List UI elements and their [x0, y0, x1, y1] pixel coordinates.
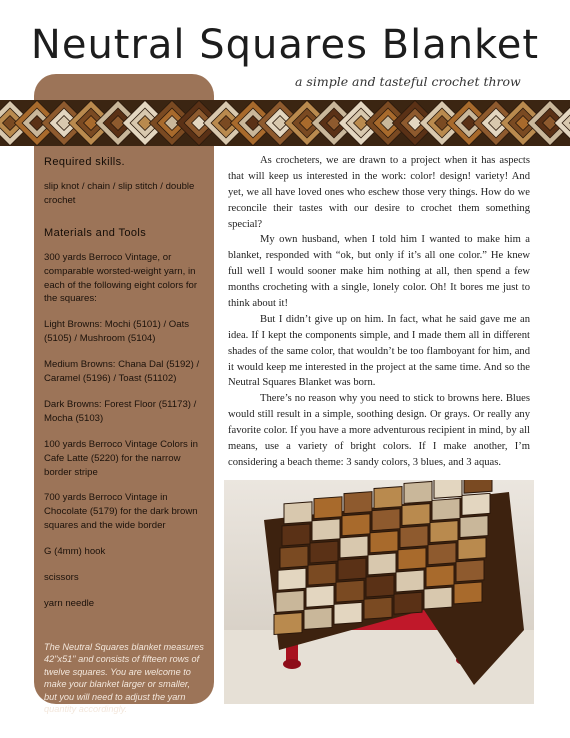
blanket-square	[276, 590, 304, 612]
materials-item: Medium Browns: Chana Dal (5192) / Caramel (5196) / Toast (51102)	[44, 359, 200, 385]
article-paragraph: My own husband, when I told him I wanted to make him a blanket, responded with “ok, but only if it’s all one color.” He knew full well I would sooner make him nothing at all, then spend a few months crocheting with a single, lonely color. Oh! It bores me just to think about it!	[228, 234, 530, 310]
blanket-square	[460, 516, 488, 538]
blanket-square	[340, 536, 368, 558]
materials-item: G (4mm) hook	[44, 546, 106, 558]
blanket-square	[454, 582, 482, 604]
blanket-square	[402, 504, 430, 526]
blanket-square	[400, 526, 428, 548]
materials-item: 100 yards Berroco Vintage Colors in Cafe Latte (5220) for the narrow border stripe	[44, 438, 198, 478]
blanket-square	[464, 480, 492, 493]
blanket-square	[282, 524, 310, 546]
blanket-square	[344, 492, 372, 514]
materials-heading: Materials and Tools	[44, 226, 147, 239]
blanket-square	[404, 481, 432, 503]
blanket-square	[308, 563, 336, 585]
blanket-square	[306, 585, 334, 607]
blanket-square	[334, 602, 362, 624]
blanket-square	[428, 543, 456, 565]
blanket-square	[278, 568, 306, 590]
blanket-square	[336, 580, 364, 602]
materials-item: 300 yards Berroco Vintage, or comparable worsted-weight yarn, in each of the following eight colors for the squares:	[44, 251, 198, 305]
blanket-square	[274, 613, 302, 635]
blanket-square	[304, 607, 332, 629]
blanket-square	[280, 546, 308, 568]
blanket-square	[426, 565, 454, 587]
blanket-square	[456, 560, 484, 582]
blanket-square	[364, 597, 392, 619]
blanket-square	[370, 531, 398, 553]
blanket-square	[366, 575, 394, 597]
blanket-square	[372, 509, 400, 531]
blanket-size-note: The Neutral Squares blanket measures 42"x51" and consists of fifteen rows of twelve squares. You are welcome to make your blanket larger or smaller, but you will need to adjust the yarn quantity accordingly.	[44, 641, 204, 715]
blanket-square	[310, 541, 338, 563]
blanket-square	[342, 514, 370, 536]
blanket-square	[458, 538, 486, 560]
blanket-square	[338, 558, 366, 580]
blanket-square	[374, 487, 402, 509]
article-paragraph: There’s no reason why you need to stick to browns here. Blues would still result in a simple, soothing design. Or grays. Or really any favorite color. If you have a more adventurous recipient in mind, by all means, use a variety of bright colors. If I make another, I’m considering a beach theme: 3 sandy colors, 3 blues, and 3 aquas.	[228, 393, 530, 468]
blanket-on-chair-image	[224, 480, 534, 704]
article-body	[228, 153, 530, 471]
skills-heading: Required skills.	[44, 156, 125, 168]
blanket-square	[284, 502, 312, 524]
blanket-square	[434, 480, 462, 498]
blanket-square	[396, 570, 424, 592]
blanket-square	[424, 587, 452, 609]
blanket-square	[312, 519, 340, 541]
granny-square-banner-image	[0, 100, 570, 146]
sidebar-content	[44, 148, 204, 725]
materials-item: yarn needle	[44, 598, 95, 609]
page-subtitle: a simple and tasteful crochet throw	[295, 74, 521, 89]
materials-item: Dark Browns: Forest Floor (51173) / Mocha (5103)	[44, 398, 197, 424]
materials-item: 700 yards Berroco Vintage in Chocolate (5179) for the dark brown squares and the wide border	[44, 492, 198, 532]
blanket-photo	[224, 480, 534, 704]
blanket-square	[398, 548, 426, 570]
blanket-square	[314, 497, 342, 519]
blanket-square	[368, 553, 396, 575]
blanket-square	[462, 493, 490, 515]
blanket-square	[394, 592, 422, 614]
blanket-square	[432, 498, 460, 520]
article-paragraph: As crocheters, we are drawn to a project when it has aspects that will keep us interested in the work: color! design! variety! And yet, we all have loved ones who eschew those very things. How do we reconcile their tastes with our desire to crochet them something special?	[228, 155, 530, 230]
materials-item: scissors	[44, 572, 79, 584]
page-title: Neutral Squares Blanket	[30, 22, 540, 68]
granny-square-banner	[0, 100, 570, 146]
materials-item: Light Browns: Mochi (5101) / Oats (5105) / Mushroom (5104)	[44, 319, 190, 345]
blanket-square	[430, 521, 458, 543]
article-paragraph: But I didn’t give up on him. In fact, what he said gave me an idea. If I kept the components simple, and I made them all in different shades of the same color, that wouldn’t be too flamboyant for him, and it would keep me interested in the project at the same time. And so the Neutral Squares Blanket was born.	[228, 313, 530, 389]
skills-text: slip knot / chain / slip stitch / double crochet	[44, 180, 195, 206]
